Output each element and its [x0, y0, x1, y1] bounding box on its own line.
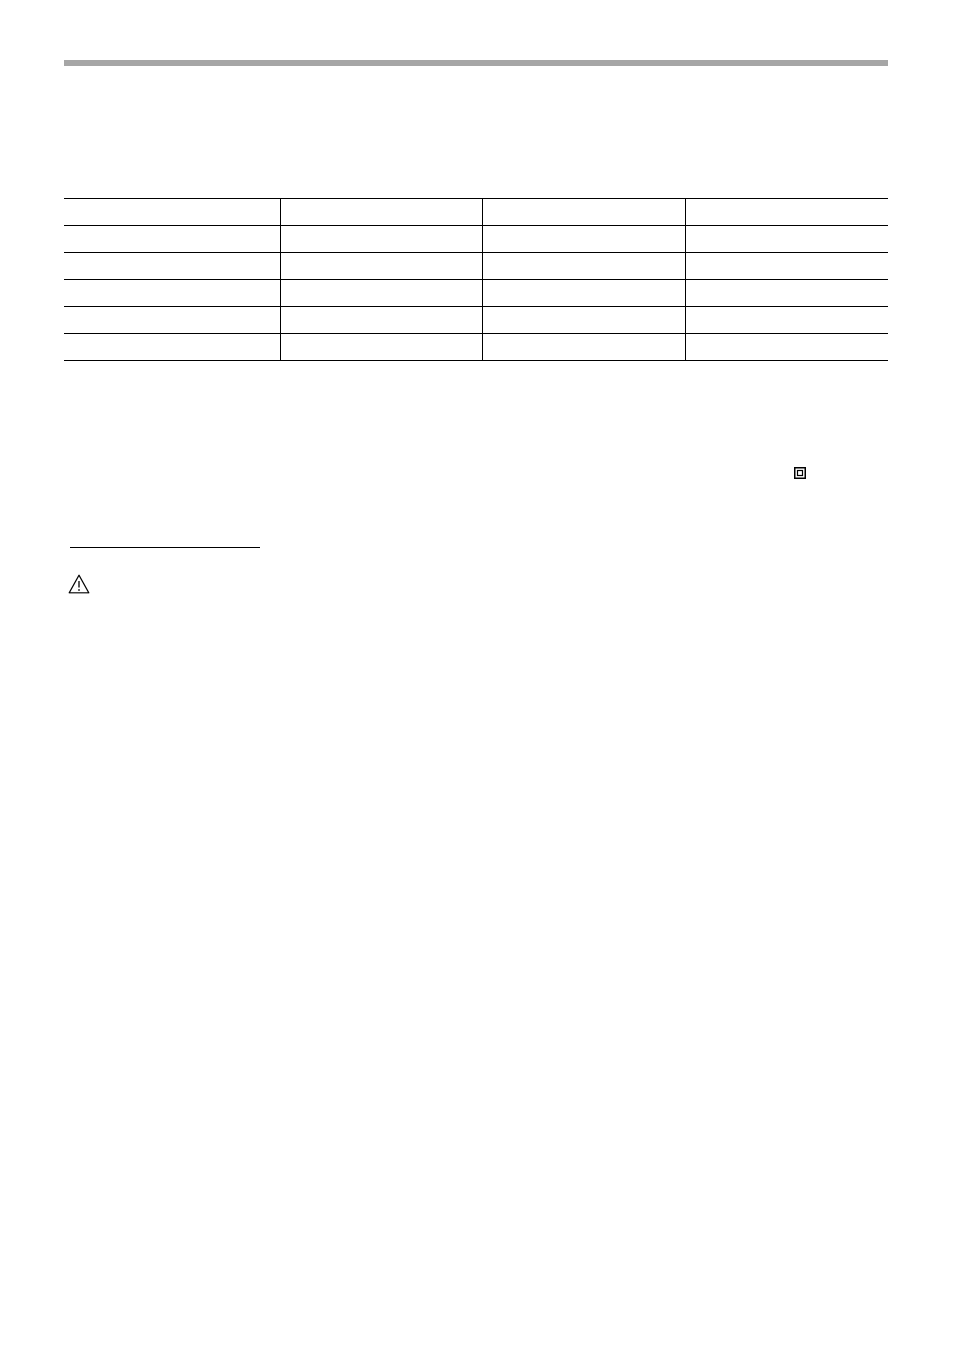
table-cell: [482, 280, 685, 307]
table-cell: [64, 334, 280, 361]
table-cell: [280, 334, 482, 361]
table-cell: [482, 334, 685, 361]
table-cell: [280, 307, 482, 334]
table-cell: [280, 280, 482, 307]
table-row: [64, 307, 888, 334]
table-row: [64, 199, 888, 226]
table-row: [64, 280, 888, 307]
table-cell: [64, 307, 280, 334]
table-cell: [64, 280, 280, 307]
section-divider: [70, 547, 260, 548]
double-insulation-icon: [794, 467, 806, 479]
table-cell: [482, 307, 685, 334]
table-row: [64, 226, 888, 253]
table-cell: [280, 199, 482, 226]
table-cell: [685, 226, 888, 253]
header-rule: [64, 60, 888, 66]
warning-triangle-icon: [68, 574, 90, 594]
table-cell: [685, 199, 888, 226]
table-row: [64, 334, 888, 361]
table-row: [64, 253, 888, 280]
specifications-table: [64, 198, 888, 361]
table-cell: [482, 199, 685, 226]
table-cell: [64, 253, 280, 280]
table-cell: [685, 307, 888, 334]
table-cell: [64, 199, 280, 226]
table-cell: [280, 226, 482, 253]
table-cell: [685, 334, 888, 361]
table-cell: [482, 226, 685, 253]
table-cell: [685, 253, 888, 280]
table-cell: [280, 253, 482, 280]
table-cell: [482, 253, 685, 280]
table-cell: [64, 226, 280, 253]
table-cell: [685, 280, 888, 307]
